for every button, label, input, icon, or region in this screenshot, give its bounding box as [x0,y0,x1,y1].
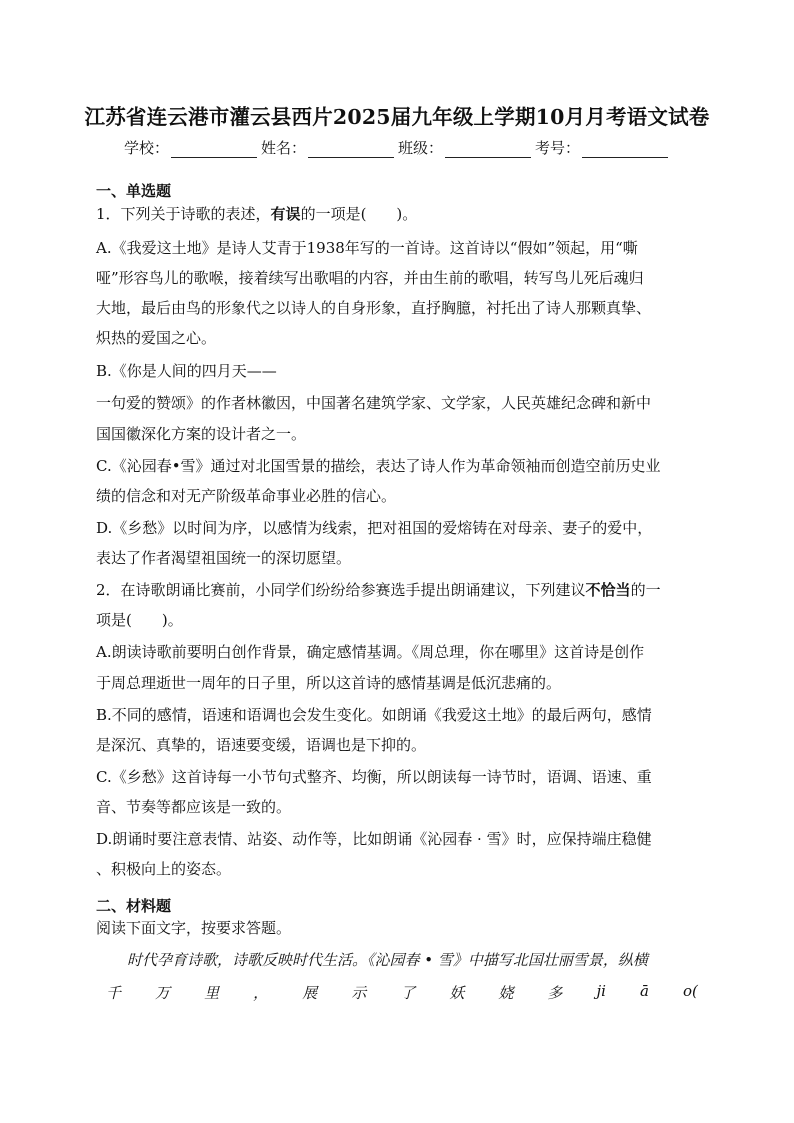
q2-option-d-line: D.朗诵时要注意表情、站姿、动作等，比如朗诵《沁园春 · 雪》时，应保持端庄稳健 [96,830,652,848]
q1-option-b-line: 一句爱的赞颂》的作者林徽因，中国著名建筑学家、文学家，人民英雄纪念碑和新中 [96,394,652,412]
material-char: 千 [106,984,122,1002]
school-label: 学校： [124,139,170,157]
material-char: 展 [302,984,318,1002]
material-char: 万 [155,984,171,1002]
material-paragraph-line-spread [106,982,698,1003]
material-char: 里 [204,984,220,1002]
q2-option-b-line: 是深沉、真挚的，语速要变缓，语调也是下抑的。 [96,736,427,754]
q2-option-c-line: 音、节奏等都应该是一致的。 [96,798,292,816]
q2-option-b-line: B.不同的感情，语速和语调也会发生变化。如朗诵《我爱这土地》的最后两句，感情 [96,706,652,724]
school-blank[interactable] [171,143,257,158]
material-intro: 阅读下面文字，按要求答题。 [96,919,292,937]
q2-stem-line2: 项是( )。 [96,611,183,629]
exam-title: 江苏省连云港市灌云县西片2025届九年级上学期10月月考语文试卷 [84,105,710,129]
q1-stem-emphasis: 有误 [270,205,301,223]
number-blank[interactable] [582,143,668,158]
material-char: 多 [547,984,563,1002]
q2-stem [96,580,661,600]
material-char: ji [596,982,606,1000]
material-char: 妖 [449,984,465,1002]
student-info-row [124,137,672,158]
number-label: 考号： [535,139,581,157]
q1-option-d-line: 表达了作者渴望祖国统一的深切愿望。 [96,549,352,567]
material-char: ， [253,984,269,1002]
name-blank[interactable] [308,143,394,158]
q2-stem-post: 的一 [630,581,661,599]
material-char: o( [682,982,698,1000]
q2-option-a-line: 于周总理逝世一周年的日子里，所以这首诗的感情基调是低沉悲痛的。 [96,674,562,692]
q1-option-d-line: D.《乡愁》以时间为序，以感情为线索，把对祖国的爱熔铸在对母亲、妻子的爱中， [96,519,653,537]
name-label: 姓名： [261,139,307,157]
section-heading-single-choice: 一、单选题 [96,182,172,200]
q2-option-a-line: A.朗读诗歌前要明白创作背景，确定感情基调。《周总理，你在哪里》这首诗是创作 [96,643,645,661]
q2-option-d-line: 、积极向上的姿态。 [96,860,232,878]
material-char: 示 [351,984,367,1002]
material-char: ā [639,982,649,1000]
class-label: 班级： [398,139,444,157]
q1-stem-pre: 1．下列关于诗歌的表述， [96,205,271,223]
q1-option-a-line: A.《我爱这土地》是诗人艾青于1938年写的一首诗。这首诗以“假如”领起，用“嘶 [96,239,638,257]
q1-option-b-line: B.《你是人间的四月天—— [96,362,277,380]
material-paragraph-line: 时代孕育诗歌，诗歌反映时代生活。《沁园春 • 雪》中描写北国壮丽雪景，纵横 [127,951,648,969]
q1-stem [96,204,417,224]
q1-option-a-line: 炽热的爱国之心。 [96,329,217,347]
q1-option-a-line: 哑”形容鸟儿的歌喉，接着续写出歌唱的内容，并由生前的歌唱，转写鸟儿死后魂归 [96,269,644,287]
q2-option-c-line: C.《乡愁》这首诗每一小节句式整齐、均衡，所以朗读每一诗节时，语调、语速、重 [96,768,652,786]
material-char: 了 [400,984,416,1002]
q1-stem-post: 的一项是( )。 [300,205,418,223]
material-char: 娆 [498,984,514,1002]
q2-stem-emphasis: 不恰当 [585,581,631,599]
q1-option-c-line: C.《沁园春•雪》通过对北国雪景的描绘，表达了诗人作为革命领袖而创造空前历史业 [96,457,661,475]
q1-option-c-line: 绩的信念和对无产阶级革命事业必胜的信心。 [96,487,397,505]
q1-option-b-line: 国国徽深化方案的设计者之一。 [96,425,307,443]
q2-stem-pre: 2．在诗歌朗诵比赛前，小同学们纷纷给参赛选手提出朗诵建议，下列建议 [96,581,586,599]
section-heading-material: 二、材料题 [96,897,172,915]
q1-option-a-line: 大地，最后由鸟的形象代之以诗人的自身形象，直抒胸臆，衬托出了诗人那颗真挚、 [96,299,652,317]
class-blank[interactable] [445,143,531,158]
